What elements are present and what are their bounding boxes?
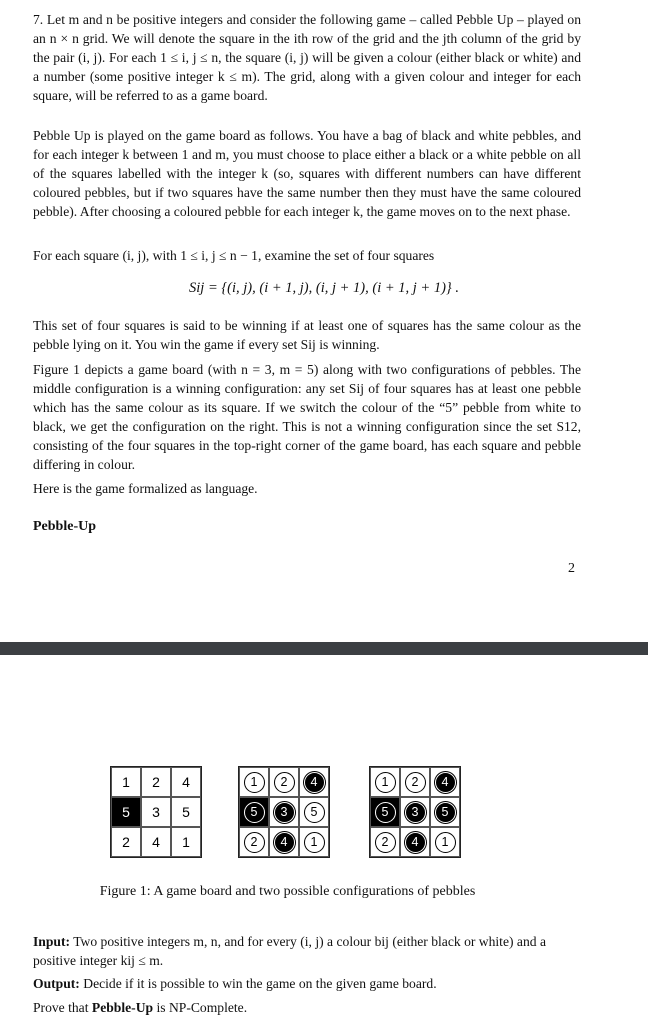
input-text: Two positive integers m, n, and for every (i, j) a colour bij (either black or white) and a positive integer kij ≤ m. (33, 934, 546, 968)
prove-suffix: is NP-Complete. (153, 1000, 248, 1015)
pebble: 2 (274, 772, 295, 793)
output-definition (33, 974, 581, 993)
pebble: 2 (375, 832, 396, 853)
input-definition (33, 932, 581, 970)
paragraph-winning: This set of four squares is said to be winning if at least one of squares has the same colour as the pebble lying on it. You win the game if every set Sij is winning. (33, 318, 581, 352)
board-square (239, 797, 269, 827)
configuration-winning (238, 766, 330, 858)
prove-prefix: Prove that (33, 1000, 92, 1015)
pebble: 4 (274, 832, 295, 853)
board-square (141, 827, 171, 857)
paragraph-intro: 7. Let m and n be positive integers and consider the following game – called Pebble Up – played on an n × n grid. We will denote the square in the ith row of the grid and the jth column of the grid by the pair (i, j). For each 1 ≤ i, j ≤ n, the square (i, j) will be given a colour (either black or white) and a number (some positive integer k ≤ m). The grid, along with a given colour and integer for each square, will be referred to as a game board. (33, 12, 581, 103)
board-square (400, 767, 430, 797)
section-title: Pebble-Up (33, 519, 96, 534)
paragraph-sets: For each square (i, j), with 1 ≤ i, j ≤ n − 1, examine the set of four squares (33, 248, 435, 263)
pebble: 4 (435, 772, 456, 793)
board-square (370, 827, 400, 857)
equation-sij: Sij = {(i, j), (i + 1, j), (i, j + 1), (i + 1, j + 1)} . (189, 280, 459, 296)
pebble: 5 (244, 802, 265, 823)
board-square (111, 827, 141, 857)
square-number: 5 (122, 804, 130, 820)
board-square (111, 797, 141, 827)
board-square (171, 797, 201, 827)
square-number: 2 (152, 774, 160, 790)
board-square (299, 797, 329, 827)
pebble: 1 (304, 832, 325, 853)
board-square (141, 767, 171, 797)
pebble: 4 (405, 832, 426, 853)
board-square (171, 827, 201, 857)
board-square (239, 767, 269, 797)
page-divider (0, 642, 648, 655)
pebble: 1 (244, 772, 265, 793)
figure-caption: Figure 1: A game board and two possible configurations of pebbles (99, 884, 476, 899)
pebble: 5 (375, 802, 396, 823)
board-square (430, 827, 460, 857)
pebble: 4 (304, 772, 325, 793)
board-square (269, 797, 299, 827)
square-number: 2 (122, 834, 130, 850)
square-number: 3 (152, 804, 160, 820)
paragraph-formalized: Here is the game formalized as language. (33, 481, 258, 496)
prove-statement (33, 998, 581, 1017)
board-square (430, 767, 460, 797)
board-square (370, 767, 400, 797)
square-number: 1 (182, 834, 190, 850)
pebble: 3 (405, 802, 426, 823)
board-square (269, 827, 299, 857)
input-label: Input: (33, 934, 71, 949)
board-square (111, 767, 141, 797)
square-number: 4 (182, 774, 190, 790)
board-square (370, 797, 400, 827)
pebble: 5 (435, 802, 456, 823)
prove-name: Pebble-Up (91, 1000, 154, 1015)
board-square (239, 827, 269, 857)
page-number: 2 (568, 561, 575, 576)
pebble: 5 (304, 802, 325, 823)
output-label: Output: (33, 976, 80, 991)
board-square (141, 797, 171, 827)
pebble: 3 (274, 802, 295, 823)
game-board (110, 766, 202, 858)
square-number: 4 (152, 834, 160, 850)
board-square (400, 797, 430, 827)
configuration-losing (369, 766, 461, 858)
paragraph-rules: Pebble Up is played on the game board as follows. You have a bag of black and white pebbles, and for each integer k between 1 and m, you must choose to place either a black or a white pebble on all of the squares labelled with the integer k (so, squares with different numbers can have different coloured pebbles, but if two squares have the same number then they must have the same coloured pebble). After choosing a coloured pebble for each integer k, the game moves on to the next phase. (33, 128, 581, 219)
board-square (430, 797, 460, 827)
square-number: 5 (182, 804, 190, 820)
pebble: 1 (435, 832, 456, 853)
board-square (171, 767, 201, 797)
paragraph-figure-explanation: Figure 1 depicts a game board (with n = 3, m = 5) along with two configurations of pebbles. The middle configuration is a winning configuration: any set Sij of four squares has at least one pebble which has the same colour as its square. If we switch the colour of the “5” pebble from white to black, we get the configuration on the right. This is not a winning configuration since the set S12, consisting of the four squares in the top-right corner of the game board, has each square and pebble differing in colour. (33, 362, 581, 472)
output-text: Decide if it is possible to win the game on the given game board. (83, 976, 437, 991)
board-square (400, 827, 430, 857)
pebble: 2 (244, 832, 265, 853)
board-square (299, 767, 329, 797)
board-square (299, 827, 329, 857)
pebble: 2 (405, 772, 426, 793)
pebble: 1 (375, 772, 396, 793)
board-square (269, 767, 299, 797)
square-number: 1 (122, 774, 130, 790)
